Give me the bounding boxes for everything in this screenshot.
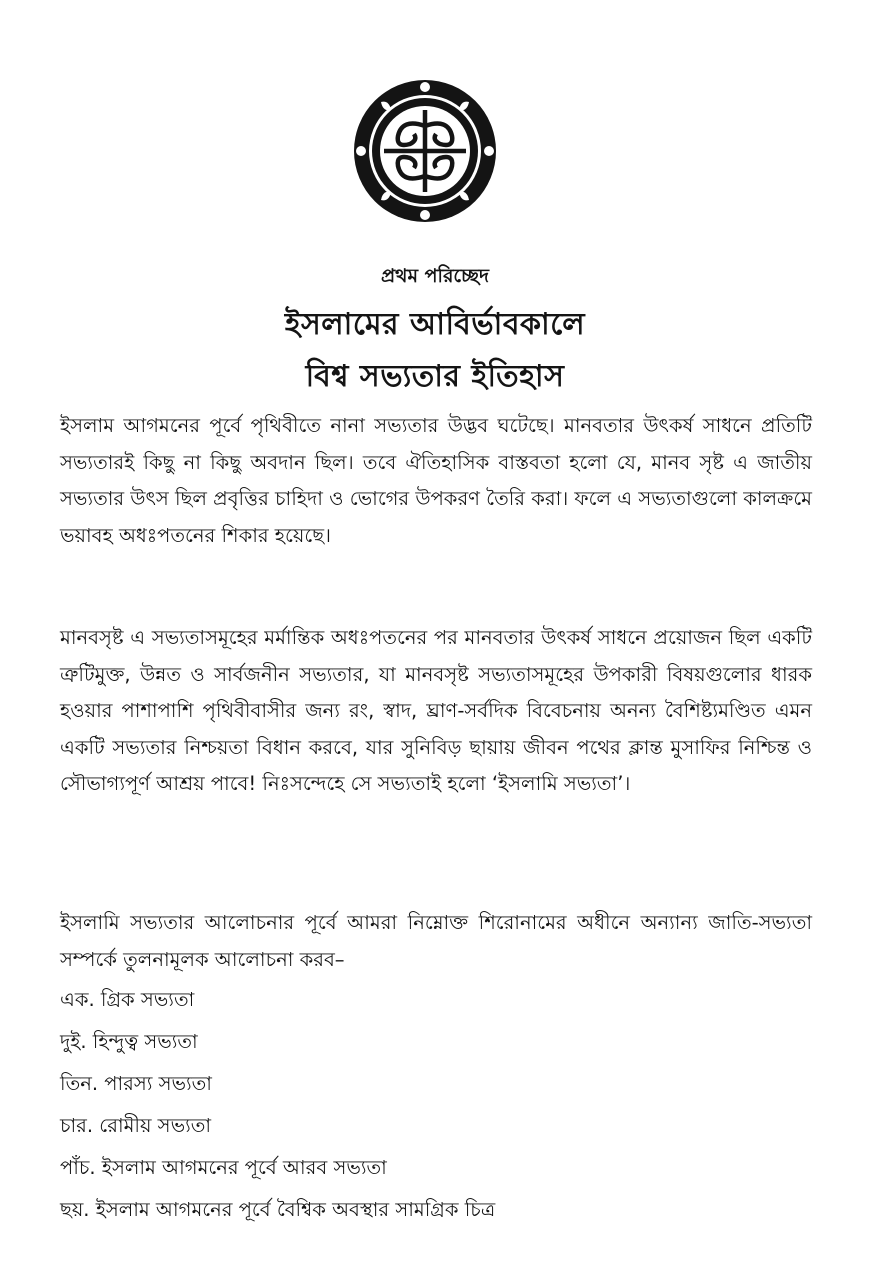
paragraph-intro: ইসলাম আগমনের পূর্বে পৃথিবীতে নানা সভ্যতার উদ্ভব ঘটেছে। মানবতার উৎকর্ষ সাধনে প্রতিটি সভ্যতারই কিছু না কিছু অবদান ছিল। তবে ঐতিহাসিক বাস্তবতা হলো যে, মানব সৃষ্ট এ জাতীয় সভ্যতার উৎস ছিল প্রবৃত্তির চাহিদা ও ভোগের উপকরণ তৈরি করা। ফলে এ সভ্যতাগুলো কালক্রমে ভয়াবহ অধঃপতনের শিকার হয়েছে। (60, 414, 812, 547)
topics-list (60, 982, 812, 1234)
chapter-label: প্রথম পরিচ্ছেদ (380, 265, 490, 287)
chapter-ornament-icon (352, 78, 498, 224)
list-item: এক. গ্রিক সভ্যতা (60, 988, 195, 1011)
list-item: চার. রোমীয় সভ্যতা (60, 1114, 212, 1137)
list-item: তিন. পারস্য সভ্যতা (60, 1072, 212, 1095)
paragraph-islamic-civilization: মানবসৃষ্ট এ সভ্যতাসমূহের মর্মান্তিক অধঃপতনের পর মানবতার উৎকর্ষ সাধনে প্রয়োজন ছিল একটি ত্রুটিমুক্ত, উন্নত ও সার্বজনীন সভ্যতার, যা মানবসৃষ্ট সভ্যতাসমূহের উপকারী বিষয়গুলোর ধারক হওয়ার পাশাপাশি পৃথিবীবাসীর জন্য রং, স্বাদ, ঘ্রাণ-সর্বদিক বিবেচনায় অনন্য বৈশিষ্ট্যমণ্ডিত এমন একটি সভ্যতার নিশ্চয়তা বিধান করবে, যার সুনিবিড় ছায়ায় জীবন পথের ক্লান্ত মুসাফির নিশ্চিন্ত ও সৌভাগ্যপূর্ণ আশ্রয় পাবে! নিঃসন্দেহে সে সভ্যতাই হলো ‘ইসলামি সভ্যতা’। (60, 626, 812, 795)
list-item: দুই. হিন্দুত্ব সভ্যতা (60, 1030, 198, 1053)
paragraph-topics-lead: ইসলামি সভ্যতার আলোচনার পূর্বে আমরা নিম্নোক্ত শিরোনামের অধীনে অন্যান্য জাতি-সভ্যতা সম্পর্কে তুলনামূলক আলোচনা করব– (60, 911, 812, 971)
chapter-title-line-1: ইসলামের আবির্ভাবকালে (284, 307, 586, 342)
list-item: পাঁচ. ইসলাম আগমনের পূর্বে আরব সভ্যতা (60, 1156, 387, 1179)
list-item: ছয়. ইসলাম আগমনের পূর্বে বৈশ্বিক অবস্থার সামগ্রিক চিত্র (60, 1198, 496, 1221)
chapter-title-line-2: বিশ্ব সভ্যতার ইতিহাস (305, 359, 565, 394)
